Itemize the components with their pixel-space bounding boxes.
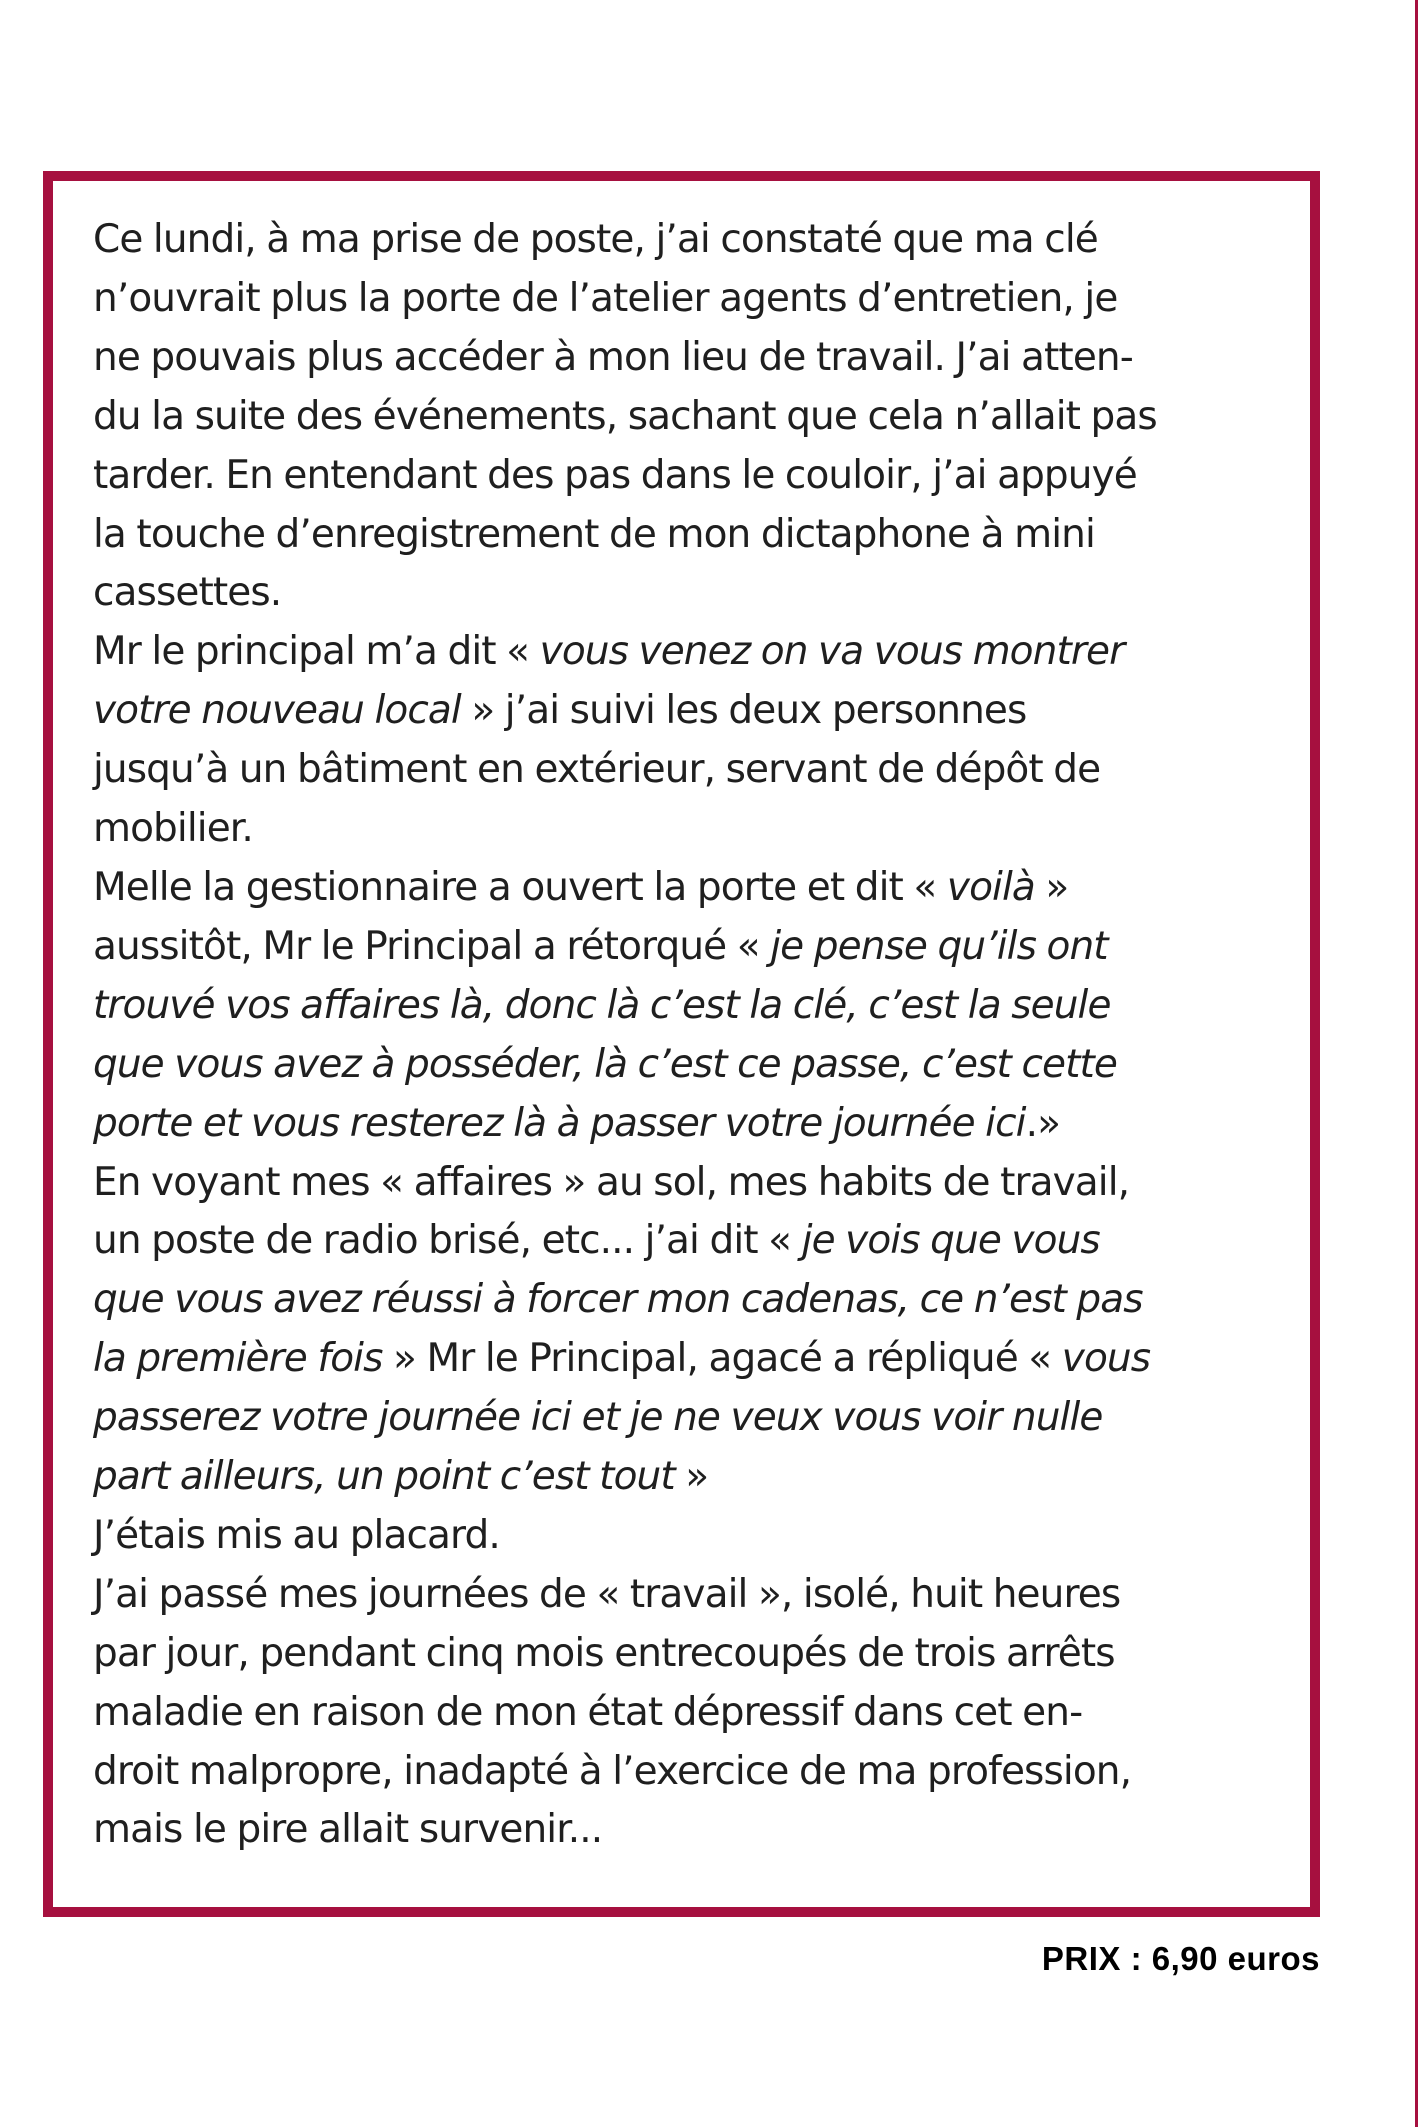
text-segment: aussitôt, Mr le Principal a rétorqué « — [93, 923, 771, 969]
text-segment: » — [674, 1454, 709, 1500]
text-line — [93, 1743, 1313, 1802]
text-segment: la touche d’enregistrement de mon dictaphone à mini — [93, 511, 1095, 557]
italic-quote: voilà — [946, 864, 1035, 910]
italic-quote: la première fois — [93, 1336, 383, 1382]
text-line — [93, 1271, 1313, 1330]
text-segment: mobilier. — [93, 806, 253, 852]
price-label: PRIX : 6,90 euros — [1041, 1940, 1320, 1977]
text-line — [93, 977, 1313, 1036]
text-segment: du la suite des événements, sachant que cela n’allait pas — [93, 393, 1157, 439]
text-segment: Mr le principal m’a dit « — [93, 629, 540, 675]
paragraph — [93, 623, 1313, 859]
text-line — [93, 211, 1313, 270]
text-segment: J’ai passé mes journées de « travail », isolé, huit heures — [93, 1571, 1121, 1617]
italic-quote: vous — [1061, 1336, 1151, 1382]
text-line — [93, 1448, 1313, 1507]
text-line — [93, 1801, 1313, 1860]
paragraph — [93, 1507, 1313, 1566]
italic-quote: trouvé vos affaires là, donc là c’est la clé, c’est la seule — [93, 982, 1111, 1028]
text-line — [93, 1212, 1313, 1271]
text-line — [93, 1036, 1313, 1095]
text-segment: cassettes. — [93, 570, 282, 616]
text-line — [93, 859, 1313, 918]
italic-quote: que vous avez réussi à forcer mon cadenas, ce n’est pas — [93, 1277, 1143, 1323]
text-line — [93, 1330, 1313, 1389]
text-segment: ne pouvais plus accéder à mon lieu de travail. J’ai atten- — [93, 334, 1133, 380]
text-segment: par jour, pendant cinq mois entrecoupés de trois arrêts — [93, 1630, 1115, 1676]
text-line — [93, 329, 1313, 388]
text-line — [93, 564, 1313, 623]
text-segment: Melle la gestionnaire a ouvert la porte et dit « — [93, 864, 947, 910]
text-segment: En voyant mes « affaires » au sol, mes habits de travail, — [93, 1159, 1130, 1205]
text-segment: maladie en raison de mon état dépressif dans cet en- — [93, 1689, 1083, 1735]
text-line — [93, 800, 1313, 859]
text-line — [93, 1684, 1313, 1743]
text-line — [93, 682, 1313, 741]
italic-quote: vous venez on va vous montrer — [539, 629, 1125, 675]
text-line — [93, 1566, 1313, 1625]
text-segment: n’ouvrait plus la porte de l’atelier agents d’entretien, je — [93, 275, 1118, 321]
italic-quote: que vous avez à posséder, là c’est ce passe, c’est cette — [93, 1041, 1117, 1087]
text-segment: » j’ai suivi les deux personnes — [460, 688, 1027, 734]
text-segment: Ce lundi, à ma prise de poste, j’ai constaté que ma clé — [93, 217, 1098, 262]
text-line — [93, 447, 1313, 506]
paragraph — [93, 1566, 1313, 1861]
text-segment: mais le pire allait survenir... — [93, 1807, 603, 1853]
paragraph — [93, 211, 1313, 623]
italic-quote: part ailleurs, un point c’est tout — [93, 1454, 675, 1500]
paragraph — [93, 1154, 1313, 1507]
text-segment: .» — [1025, 1100, 1061, 1146]
text-line — [93, 623, 1313, 682]
text-line — [93, 1389, 1313, 1448]
italic-quote: passerez votre journée ici et je ne veux vous voir nulle — [93, 1395, 1103, 1441]
text-frame — [43, 171, 1320, 1917]
body-text — [93, 211, 1313, 1860]
italic-quote: porte et vous resterez là à passer votre journée ici — [93, 1100, 1026, 1146]
text-segment: un poste de radio brisé, etc... j’ai dit « — [93, 1218, 802, 1264]
text-segment: » — [1034, 864, 1069, 910]
text-segment: jusqu’à un bâtiment en extérieur, servant de dépôt de — [93, 747, 1101, 793]
text-line — [93, 1154, 1313, 1213]
text-line — [93, 918, 1313, 977]
text-line — [93, 741, 1313, 800]
italic-quote: je pense qu’ils ont — [770, 923, 1108, 969]
text-line — [93, 388, 1313, 447]
text-segment: » Mr le Principal, agacé a répliqué « — [382, 1336, 1062, 1382]
text-line — [93, 1507, 1313, 1566]
text-line — [93, 1095, 1313, 1154]
text-line — [93, 506, 1313, 565]
text-line — [93, 1625, 1313, 1684]
text-line — [93, 270, 1313, 329]
text-segment: tarder. En entendant des pas dans le couloir, j’ai appuyé — [93, 452, 1137, 498]
italic-quote: votre nouveau local — [93, 688, 461, 734]
paragraph — [93, 859, 1313, 1154]
text-segment: droit malpropre, inadapté à l’exercice de ma profession, — [93, 1748, 1132, 1794]
text-segment: J’étais mis au placard. — [93, 1512, 500, 1558]
italic-quote: je vois que vous — [801, 1218, 1100, 1264]
